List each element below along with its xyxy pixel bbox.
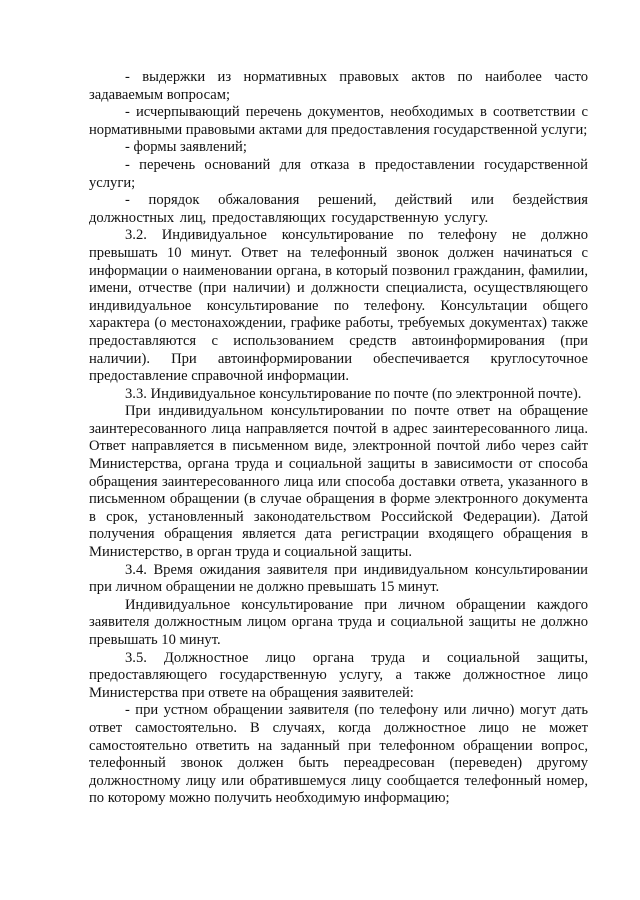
paragraph-list-item-appeal: - порядок обжалования решений, действий или бездействия должностных лиц, предоставляющих государственную услугу.: [89, 192, 588, 226]
paragraph-section-3-3: 3.3. Индивидуальное консультирование по почте (по электронной почте).: [125, 385, 582, 402]
paragraph-list-item-forms: - формы заявлений;: [125, 139, 247, 156]
paragraph-personal-consulting: Индивидуальное консультирование при личном обращении каждого заявителя должностным лицом органа труда и социальной защиты не должно превышать 10 минут.: [89, 596, 588, 648]
paragraph-list-item-excerpts: - выдержки из нормативных правовых актов по наиболее часто задаваемым вопросам;: [89, 69, 588, 103]
paragraph-section-3-2: 3.2. Индивидуальное консультирование по телефону не должно превышать 10 минут. Ответ на телефонный звонок должен начинаться с информации о наименовании органа, в который позвонил гражданин, фамилии, имени, отчестве (при наличии) и должности специалиста, осуществляющего индивидуальное консультирование по телефону. Консультации общего характера (о местонахождении, графике работы, требуемых документах) также предоставляются с использованием средств автоинформирования (при наличии). При автоинформировании обеспечивается круглосуточное предоставление справочной информации.: [89, 227, 588, 385]
paragraph-list-item-refusal-grounds: - перечень оснований для отказа в предоставлении государственной услуги;: [89, 156, 588, 191]
paragraph-mail-consulting: При индивидуальном консультировании по почте ответ на обращение заинтересованного лица направляется почтой в адрес заинтересованного лица. Ответ направляется в письменном виде, электронной почтой либо через сайт Министерства, органа труда и социальной защиты в зависимости от способа обращения заинтересованного лица или способа доставки ответа, указанного в письменном обращении (в случае обращения в форме электронного документа в срок, установленный законодательством Российской Федерации). Датой получения обращения является дата регистрации входящего обращения в Министерство, в орган труда и социальной защиты.: [89, 403, 588, 561]
paragraph-section-3-5: 3.5. Должностное лицо органа труда и социальной защиты, предоставляющего государственную услугу, а также должностное лицо Министерства при ответе на обращения заявителей:: [89, 649, 588, 701]
paragraph-oral-appeal: - при устном обращении заявителя (по телефону или лично) могут дать ответ самостоятельно. В случаях, когда должностное лицо не может самостоятельно ответить на заданный при телефонном обращении вопрос, телефонный звонок должен быть переадресован (переведен) другому должностному лицу или обратившемуся лицу сообщается телефонный номер, по которому можно получить необходимую информацию;: [89, 702, 588, 807]
paragraph-list-item-documents: - исчерпывающий перечень документов, необходимых в соответствии с нормативными правовыми актами для предоставления государственной услуги;: [89, 104, 588, 138]
paragraph-section-3-4: 3.4. Время ожидания заявителя при индивидуальном консультировании при личном обращении не должно превышать 15 минут.: [89, 561, 588, 596]
document-page: [89, 69, 588, 808]
